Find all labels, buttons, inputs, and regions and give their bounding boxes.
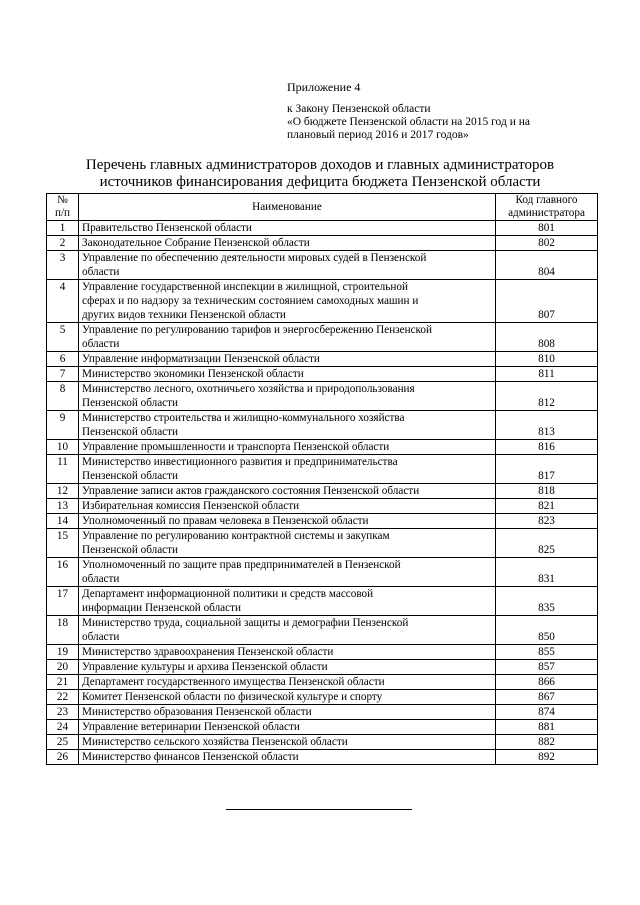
administrator-code: 866 (496, 675, 598, 690)
row-number: 18 (47, 616, 79, 645)
administrator-name (79, 616, 496, 645)
row-number: 12 (47, 484, 79, 499)
name-line: Управление государственной инспекции в жилищной, строительной (82, 281, 408, 293)
name-line: Уполномоченный по защите прав предпринимателей в Пензенской (82, 559, 401, 571)
row-number: 26 (47, 750, 79, 765)
table-row (47, 455, 598, 484)
law-line: к Закону Пензенской области (287, 103, 431, 115)
row-number: 15 (47, 529, 79, 558)
administrator-code: 816 (496, 440, 598, 455)
administrator-code: 812 (496, 382, 598, 411)
row-number: 23 (47, 705, 79, 720)
table-row (47, 499, 598, 514)
row-number: 1 (47, 221, 79, 236)
administrator-code: 874 (496, 705, 598, 720)
row-number: 8 (47, 382, 79, 411)
name-line: Департамент государственного имущества Пензенской области (82, 676, 385, 688)
administrator-code: 813 (496, 411, 598, 440)
administrator-code: 857 (496, 660, 598, 675)
name-line: Управление по регулированию контрактной системы и закупкам (82, 530, 390, 542)
table-row (47, 750, 598, 765)
row-number: 14 (47, 514, 79, 529)
table-row (47, 735, 598, 750)
row-number: 4 (47, 280, 79, 323)
administrator-name (79, 750, 496, 765)
name-line: Правительство Пензенской области (82, 222, 252, 234)
administrator-code: 811 (496, 367, 598, 382)
administrator-name (79, 221, 496, 236)
administrator-code: 818 (496, 484, 598, 499)
document-title (60, 157, 580, 191)
administrators-table (46, 193, 598, 765)
title-line: Перечень главных администраторов доходов и главных администраторов (85, 157, 555, 173)
name-line: Министерство труда, социальной защиты и демографии Пензенской (82, 617, 409, 629)
name-line: Избирательная комиссия Пензенской области (82, 500, 300, 512)
administrator-code: 810 (496, 352, 598, 367)
administrator-code: 802 (496, 236, 598, 251)
row-number: 3 (47, 251, 79, 280)
administrator-code: 881 (496, 720, 598, 735)
table-row (47, 690, 598, 705)
name-line: Комитет Пензенской области по физической культуре и спорту (82, 691, 383, 703)
row-number: 11 (47, 455, 79, 484)
administrator-name (79, 720, 496, 735)
table-row (47, 221, 598, 236)
administrator-name (79, 499, 496, 514)
name-line: Управление информатизации Пензенской области (82, 353, 320, 365)
name-line: области (82, 631, 120, 643)
name-line: Министерство финансов Пензенской области (82, 751, 299, 763)
row-number: 16 (47, 558, 79, 587)
administrator-name (79, 514, 496, 529)
administrator-code: 882 (496, 735, 598, 750)
table-row (47, 705, 598, 720)
administrator-name (79, 484, 496, 499)
administrator-name (79, 529, 496, 558)
table-row (47, 251, 598, 280)
name-line: информации Пензенской области (82, 602, 241, 614)
table-row (47, 587, 598, 616)
name-line: Управление по обеспечению деятельности мировых судей в Пензенской (82, 252, 427, 264)
table-row (47, 558, 598, 587)
administrator-name (79, 558, 496, 587)
administrator-code: 807 (496, 280, 598, 323)
administrator-name (79, 352, 496, 367)
administrator-name (79, 367, 496, 382)
name-line: области (82, 266, 120, 278)
name-line: Министерство строительства и жилищно-коммунального хозяйства (82, 412, 405, 424)
administrator-name (79, 587, 496, 616)
administrator-name (79, 382, 496, 411)
administrator-code: 801 (496, 221, 598, 236)
name-line: Пензенской области (82, 470, 179, 482)
name-line: Министерство сельского хозяйства Пензенской области (82, 736, 348, 748)
table-row (47, 529, 598, 558)
name-line: Законодательное Собрание Пензенской области (82, 237, 310, 249)
administrator-code: 817 (496, 455, 598, 484)
column-header-name: Наименование (79, 194, 496, 221)
table-row (47, 411, 598, 440)
administrator-code: 892 (496, 750, 598, 765)
name-line: Пензенской области (82, 544, 179, 556)
administrator-name (79, 705, 496, 720)
table-row (47, 280, 598, 323)
administrator-name (79, 675, 496, 690)
title-line: источников финансирования дефицита бюджета Пензенской области (99, 174, 541, 190)
administrator-code: 831 (496, 558, 598, 587)
administrator-name (79, 323, 496, 352)
row-number: 21 (47, 675, 79, 690)
table-row (47, 323, 598, 352)
law-line: «О бюджете Пензенской области на 2015 год и на (287, 116, 530, 128)
administrator-code: 850 (496, 616, 598, 645)
name-line: Министерство лесного, охотничьего хозяйства и природопользования (82, 383, 415, 395)
table-row (47, 352, 598, 367)
name-line: Департамент информационной политики и средств массовой (82, 588, 374, 600)
row-number: 2 (47, 236, 79, 251)
table-row (47, 382, 598, 411)
administrator-name (79, 280, 496, 323)
row-number: 17 (47, 587, 79, 616)
name-line: Управление ветеринарии Пензенской области (82, 721, 300, 733)
law-line: плановый период 2016 и 2017 годов» (287, 129, 469, 141)
administrator-code: 804 (496, 251, 598, 280)
table-row (47, 675, 598, 690)
table-row (47, 514, 598, 529)
table-header-row (47, 194, 598, 221)
name-line: области (82, 573, 120, 585)
administrator-name (79, 411, 496, 440)
name-line: Управление промышленности и транспорта Пензенской области (82, 441, 390, 453)
column-header-number: № п/п (47, 194, 79, 221)
row-number: 5 (47, 323, 79, 352)
table-row (47, 645, 598, 660)
administrator-name (79, 660, 496, 675)
administrator-name (79, 735, 496, 750)
table-row (47, 484, 598, 499)
administrator-name (79, 690, 496, 705)
table-row (47, 236, 598, 251)
name-line: Пензенской области (82, 426, 179, 438)
administrator-code: 825 (496, 529, 598, 558)
administrator-code: 823 (496, 514, 598, 529)
row-number: 24 (47, 720, 79, 735)
row-number: 19 (47, 645, 79, 660)
table-row (47, 616, 598, 645)
row-number: 20 (47, 660, 79, 675)
name-line: сферах и по надзору за техническим состоянием самоходных машин и (82, 295, 419, 307)
signature-line (226, 809, 412, 810)
name-line: области (82, 338, 120, 350)
table-row (47, 660, 598, 675)
name-line: Министерство здравоохранения Пензенской области (82, 646, 334, 658)
law-reference (287, 103, 587, 142)
administrator-code: 808 (496, 323, 598, 352)
administrator-name (79, 236, 496, 251)
administrator-code: 821 (496, 499, 598, 514)
table-row (47, 440, 598, 455)
name-line: других видов техники Пензенской области (82, 309, 286, 321)
name-line: Пензенской области (82, 397, 179, 409)
row-number: 6 (47, 352, 79, 367)
table-row (47, 720, 598, 735)
name-line: Министерство образования Пензенской области (82, 706, 312, 718)
name-line: Уполномоченный по правам человека в Пензенской области (82, 515, 369, 527)
appendix-label: Приложение 4 (287, 80, 361, 94)
column-header-code: Код главного администратора (496, 194, 598, 221)
row-number: 10 (47, 440, 79, 455)
name-line: Министерство экономики Пензенской области (82, 368, 304, 380)
row-number: 9 (47, 411, 79, 440)
name-line: Министерство инвестиционного развития и предпринимательства (82, 456, 398, 468)
name-line: Управление культуры и архива Пензенской области (82, 661, 328, 673)
administrator-name (79, 251, 496, 280)
administrator-name (79, 440, 496, 455)
row-number: 7 (47, 367, 79, 382)
row-number: 22 (47, 690, 79, 705)
administrator-name (79, 645, 496, 660)
administrator-code: 867 (496, 690, 598, 705)
row-number: 13 (47, 499, 79, 514)
row-number: 25 (47, 735, 79, 750)
table-row (47, 367, 598, 382)
name-line: Управление по регулированию тарифов и энергосбережению Пензенской (82, 324, 432, 336)
administrator-code: 835 (496, 587, 598, 616)
administrator-name (79, 455, 496, 484)
administrator-code: 855 (496, 645, 598, 660)
name-line: Управление записи актов гражданского состояния Пензенской области (82, 485, 420, 497)
